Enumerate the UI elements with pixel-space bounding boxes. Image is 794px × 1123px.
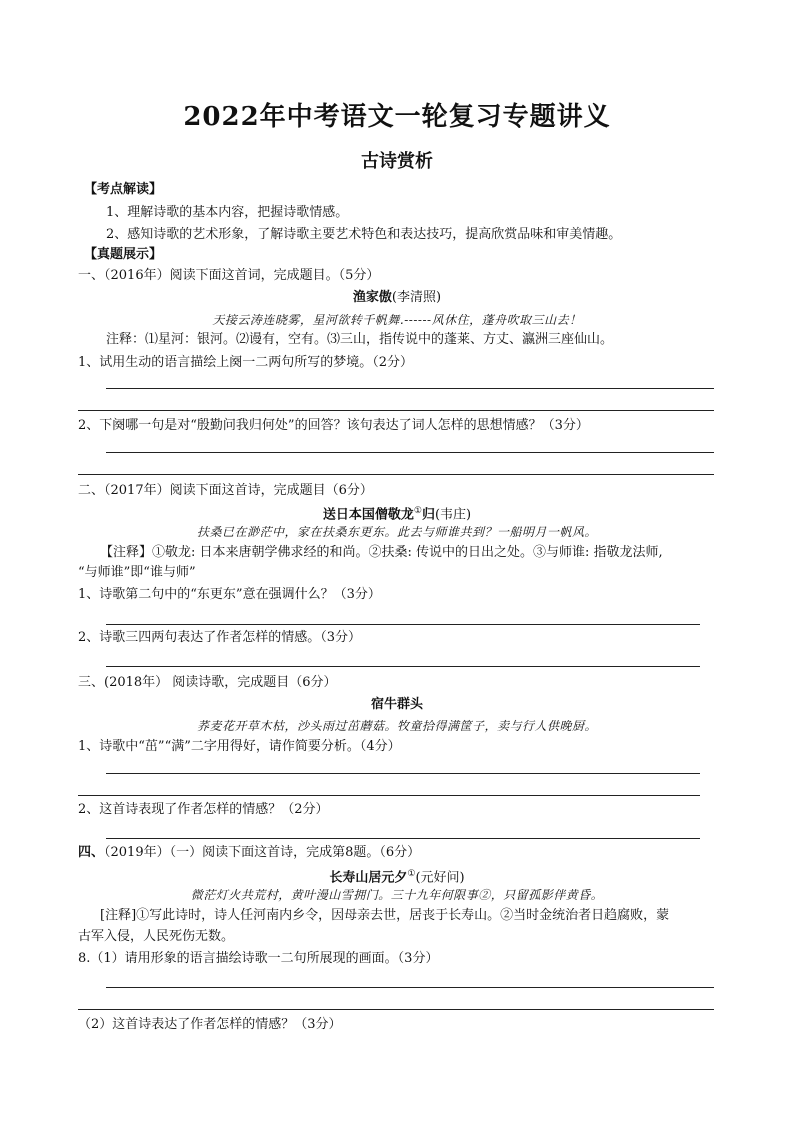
kaodian-item-1: 1、理解诗歌的基本内容，把握诗歌情感。 <box>106 205 349 220</box>
answer-line[interactable] <box>106 388 714 389</box>
answer-line[interactable] <box>78 410 714 411</box>
q1-poem-heading <box>0 289 794 307</box>
q2-poem-author: (韦庄) <box>434 507 472 523</box>
q4-poem-author: (元好问) <box>415 870 465 886</box>
q3-subquestion-2: 2、这首诗表现了作者怎样的情感？（2分） <box>78 802 329 817</box>
q4-intro-number: 四、 <box>78 845 105 860</box>
q4-note-line-2: 古军入侵，人民死伤无数。 <box>78 929 235 944</box>
q2-intro: 二、（2017年）阅读下面这首诗，完成题目（6分） <box>78 483 373 498</box>
answer-line[interactable] <box>106 666 700 667</box>
answer-line[interactable] <box>106 987 714 988</box>
q1-subquestion-1: 1、试用生动的语言描绘上阕一二两句所写的梦境。（2分） <box>78 355 414 370</box>
kaodian-item-2: 2、感知诗歌的艺术形象，了解诗歌主要艺术特色和表达技巧，提高欣赏品味和审美情趣。 <box>106 227 622 242</box>
q1-poem-title: 渔家傲 <box>352 290 392 305</box>
answer-line[interactable] <box>78 474 714 475</box>
q2-note-line-2: “与师谁”即“谁与师” <box>78 565 196 580</box>
q2-subquestion-2: 2、诗歌三四两句表达了作者怎样的情感。（3分） <box>78 630 362 645</box>
answer-line[interactable] <box>78 1009 714 1010</box>
q4-poem-verse: 微茫灯火共荒村，黄叶漫山雪拥门。三十九年何限事②，只留孤影伴黄昏。 <box>190 888 604 902</box>
answer-line[interactable] <box>106 624 700 625</box>
q2-subquestion-1: 1、诗歌第二句中的“东更东”意在强调什么？（3分） <box>78 587 381 602</box>
answer-line[interactable] <box>106 838 700 839</box>
kaodian-heading: 【考点解读】 <box>84 182 163 197</box>
q4-intro-text: （2019年）（一）阅读下面这首诗，完成第8题。（6分） <box>104 845 421 860</box>
q1-poem-verse: 天接云涛连晓雾，星河欲转千帆舞.------风休住，蓬舟吹取三山去！ <box>212 313 582 327</box>
q2-poem-title-end: 归 <box>421 507 435 523</box>
page-subtitle: 古诗赏析 <box>361 151 433 172</box>
q2-note-line-1: 【注释】①敬龙: 日本来唐朝学佛求经的和尚。②扶桑: 传说中的日出之处。③与师谁: 指敬龙法师, <box>100 545 663 560</box>
q3-intro: 三、(2018年） 阅读诗歌，完成题目（6分） <box>78 675 337 690</box>
q3-poem-verse: 荞麦花开草木枯，沙头雨过茁蘑菇。牧童拾得满筐子，卖与行人供晚厨。 <box>196 719 597 733</box>
answer-line[interactable] <box>106 452 714 453</box>
q2-poem-title: 送日本国僧敬龙 <box>322 507 414 523</box>
q1-poem-author: (李清照) <box>391 290 442 305</box>
q2-poem-verse: 扶桑已在渺茫中，家在扶桑东更东。此去与师谁共到？一船明月一帆风。 <box>196 525 597 539</box>
q4-subquestion-1: 8.（1）请用形象的语言描绘诗歌一二句所展现的画面。（3分） <box>78 951 439 966</box>
q1-intro: 一、（2016年）阅读下面这首词，完成题目。（5分） <box>78 268 380 283</box>
q4-poem-title: 长寿山居元夕 <box>329 870 408 886</box>
answer-line[interactable] <box>78 795 700 796</box>
q4-intro <box>78 844 420 862</box>
q4-poem-heading <box>0 865 794 887</box>
zhenti-heading: 【真题展示】 <box>84 247 163 262</box>
q1-note: 注释：⑴星河：银河。⑵谩有，空有。⑶三山，指传说中的蓬莱、方丈、瀛洲三座仙山。 <box>106 332 614 347</box>
q2-poem-heading <box>0 502 794 524</box>
q3-subquestion-1: 1、诗歌中“茁”“满”二字用得好，请作简要分析。（4分） <box>78 739 401 754</box>
q4-poem-title-footnote: ① <box>407 869 416 879</box>
q2-poem-title-footnote: ① <box>413 506 422 516</box>
page-title: 2022年中考语文一轮复习专题讲义 <box>183 102 611 132</box>
answer-line[interactable] <box>106 773 700 774</box>
q1-subquestion-2: 2、下阕哪一句是对“殷勤问我归何处”的回答？该句表达了词人怎样的思想情感？（3分） <box>78 418 589 433</box>
q4-subquestion-2: （2）这首诗表达了作者怎样的情感？（3分） <box>78 1017 342 1032</box>
q4-note-line-1: [注释]①写此诗时，诗人任河南内乡令，因母亲去世，居丧于长寿山。②当时金统治者日趋腐败，蒙 <box>100 908 670 923</box>
q3-poem-title: 宿牛群头 <box>370 697 423 712</box>
